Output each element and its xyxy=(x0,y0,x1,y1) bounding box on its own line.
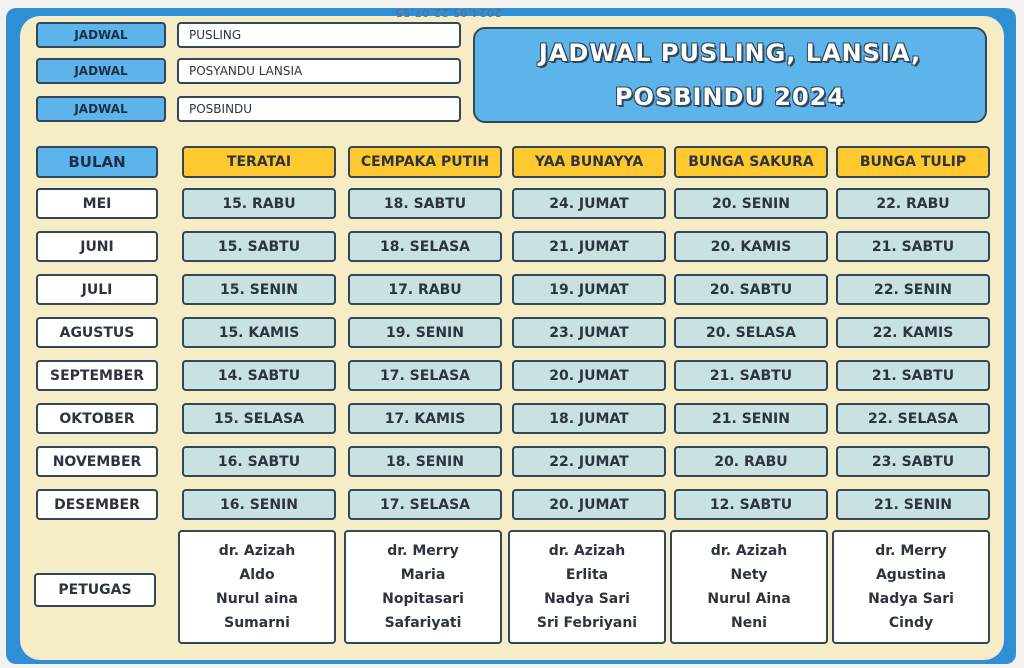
petugas-name: Nadya Sari xyxy=(544,591,630,607)
petugas-box-0 xyxy=(178,530,336,644)
schedule-date-cell: 19. JUMAT xyxy=(512,274,666,305)
schedule-date-cell: 15. RABU xyxy=(182,188,336,219)
schedule-date-cell: 20. JUMAT xyxy=(512,489,666,520)
petugas-box-3 xyxy=(670,530,828,644)
schedule-date-cell: 17. SELASA xyxy=(348,360,502,391)
schedule-date-cell: 24. JUMAT xyxy=(512,188,666,219)
month-cell: MEI xyxy=(36,188,158,219)
schedule-date-cell: 21. SABTU xyxy=(836,231,990,262)
title-line-1: JADWAL PUSLING, LANSIA, xyxy=(538,39,922,67)
schedule-date-cell: 17. SELASA xyxy=(348,489,502,520)
schedule-date-cell: 15. KAMIS xyxy=(182,317,336,348)
timestamp-stamp: 2024.05.22 07:55 xyxy=(395,6,502,19)
schedule-date-cell: 18. SELASA xyxy=(348,231,502,262)
petugas-name: Nety xyxy=(730,567,768,583)
petugas-name: dr. Merry xyxy=(875,543,947,559)
group-header-1: CEMPAKA PUTIH xyxy=(348,146,502,178)
schedule-date-cell: 22. RABU xyxy=(836,188,990,219)
schedule-date-cell: 22. SELASA xyxy=(836,403,990,434)
petugas-name: Sumarni xyxy=(224,615,290,631)
petugas-name: dr. Merry xyxy=(387,543,459,559)
petugas-name: Maria xyxy=(400,567,446,583)
petugas-name: Safariyati xyxy=(384,615,462,631)
petugas-name: dr. Azizah xyxy=(218,543,296,559)
schedule-date-cell: 18. SABTU xyxy=(348,188,502,219)
month-cell: DESEMBER xyxy=(36,489,158,520)
month-cell: JUNI xyxy=(36,231,158,262)
month-cell: NOVEMBER xyxy=(36,446,158,477)
petugas-name: Nurul aina xyxy=(216,591,298,607)
petugas-box-1 xyxy=(344,530,502,644)
schedule-date-cell: 22. SENIN xyxy=(836,274,990,305)
schedule-date-cell: 18. SENIN xyxy=(348,446,502,477)
schedule-date-cell: 14. SABTU xyxy=(182,360,336,391)
header-value-2: POSBINDU xyxy=(177,96,461,122)
header-label-2: JADWAL xyxy=(36,96,166,122)
schedule-date-cell: 22. JUMAT xyxy=(512,446,666,477)
schedule-date-cell: 15. SELASA xyxy=(182,403,336,434)
month-cell: OKTOBER xyxy=(36,403,158,434)
bulan-header: BULAN xyxy=(36,146,158,178)
group-header-2: YAA BUNAYYA xyxy=(512,146,666,178)
schedule-date-cell: 17. KAMIS xyxy=(348,403,502,434)
petugas-name: Erlita xyxy=(565,567,609,583)
group-header-3: BUNGA SAKURA xyxy=(674,146,828,178)
schedule-date-cell: 15. SABTU xyxy=(182,231,336,262)
header-label-1: JADWAL xyxy=(36,58,166,84)
schedule-date-cell: 15. SENIN xyxy=(182,274,336,305)
schedule-date-cell: 23. SABTU xyxy=(836,446,990,477)
petugas-name: Cindy xyxy=(888,615,934,631)
header-value-1: POSYANDU LANSIA xyxy=(177,58,461,84)
schedule-date-cell: 20. SELASA xyxy=(674,317,828,348)
group-header-4: BUNGA TULIP xyxy=(836,146,990,178)
title-line-2: POSBINDU 2024 xyxy=(614,83,846,111)
month-cell: AGUSTUS xyxy=(36,317,158,348)
petugas-name: Nopitasari xyxy=(382,591,464,607)
schedule-date-cell: 20. SABTU xyxy=(674,274,828,305)
schedule-date-cell: 20. SENIN xyxy=(674,188,828,219)
petugas-name: dr. Azizah xyxy=(710,543,788,559)
schedule-date-cell: 19. SENIN xyxy=(348,317,502,348)
schedule-date-cell: 21. SENIN xyxy=(836,489,990,520)
petugas-name: dr. Azizah xyxy=(548,543,626,559)
petugas-label: PETUGAS xyxy=(34,573,156,607)
schedule-date-cell: 16. SENIN xyxy=(182,489,336,520)
petugas-name: Agustina xyxy=(875,567,947,583)
page-title xyxy=(473,27,987,123)
schedule-date-cell: 21. JUMAT xyxy=(512,231,666,262)
schedule-date-cell: 17. RABU xyxy=(348,274,502,305)
petugas-name: Sri Febriyani xyxy=(536,615,638,631)
header-value-0: PUSLING xyxy=(177,22,461,48)
schedule-date-cell: 22. KAMIS xyxy=(836,317,990,348)
petugas-box-4 xyxy=(832,530,990,644)
schedule-date-cell: 21. SABTU xyxy=(836,360,990,391)
header-label-0: JADWAL xyxy=(36,22,166,48)
group-header-0: TERATAI xyxy=(182,146,336,178)
schedule-date-cell: 20. KAMIS xyxy=(674,231,828,262)
petugas-name: Nadya Sari xyxy=(868,591,954,607)
schedule-date-cell: 20. RABU xyxy=(674,446,828,477)
schedule-date-cell: 12. SABTU xyxy=(674,489,828,520)
schedule-date-cell: 16. SABTU xyxy=(182,446,336,477)
schedule-date-cell: 18. JUMAT xyxy=(512,403,666,434)
petugas-name: Nurul Aina xyxy=(707,591,791,607)
month-cell: SEPTEMBER xyxy=(36,360,158,391)
petugas-name: Neni xyxy=(731,615,767,631)
month-cell: JULI xyxy=(36,274,158,305)
schedule-date-cell: 20. JUMAT xyxy=(512,360,666,391)
petugas-box-2 xyxy=(508,530,666,644)
schedule-date-cell: 21. SABTU xyxy=(674,360,828,391)
petugas-name: Aldo xyxy=(239,567,275,583)
schedule-date-cell: 23. JUMAT xyxy=(512,317,666,348)
schedule-date-cell: 21. SENIN xyxy=(674,403,828,434)
